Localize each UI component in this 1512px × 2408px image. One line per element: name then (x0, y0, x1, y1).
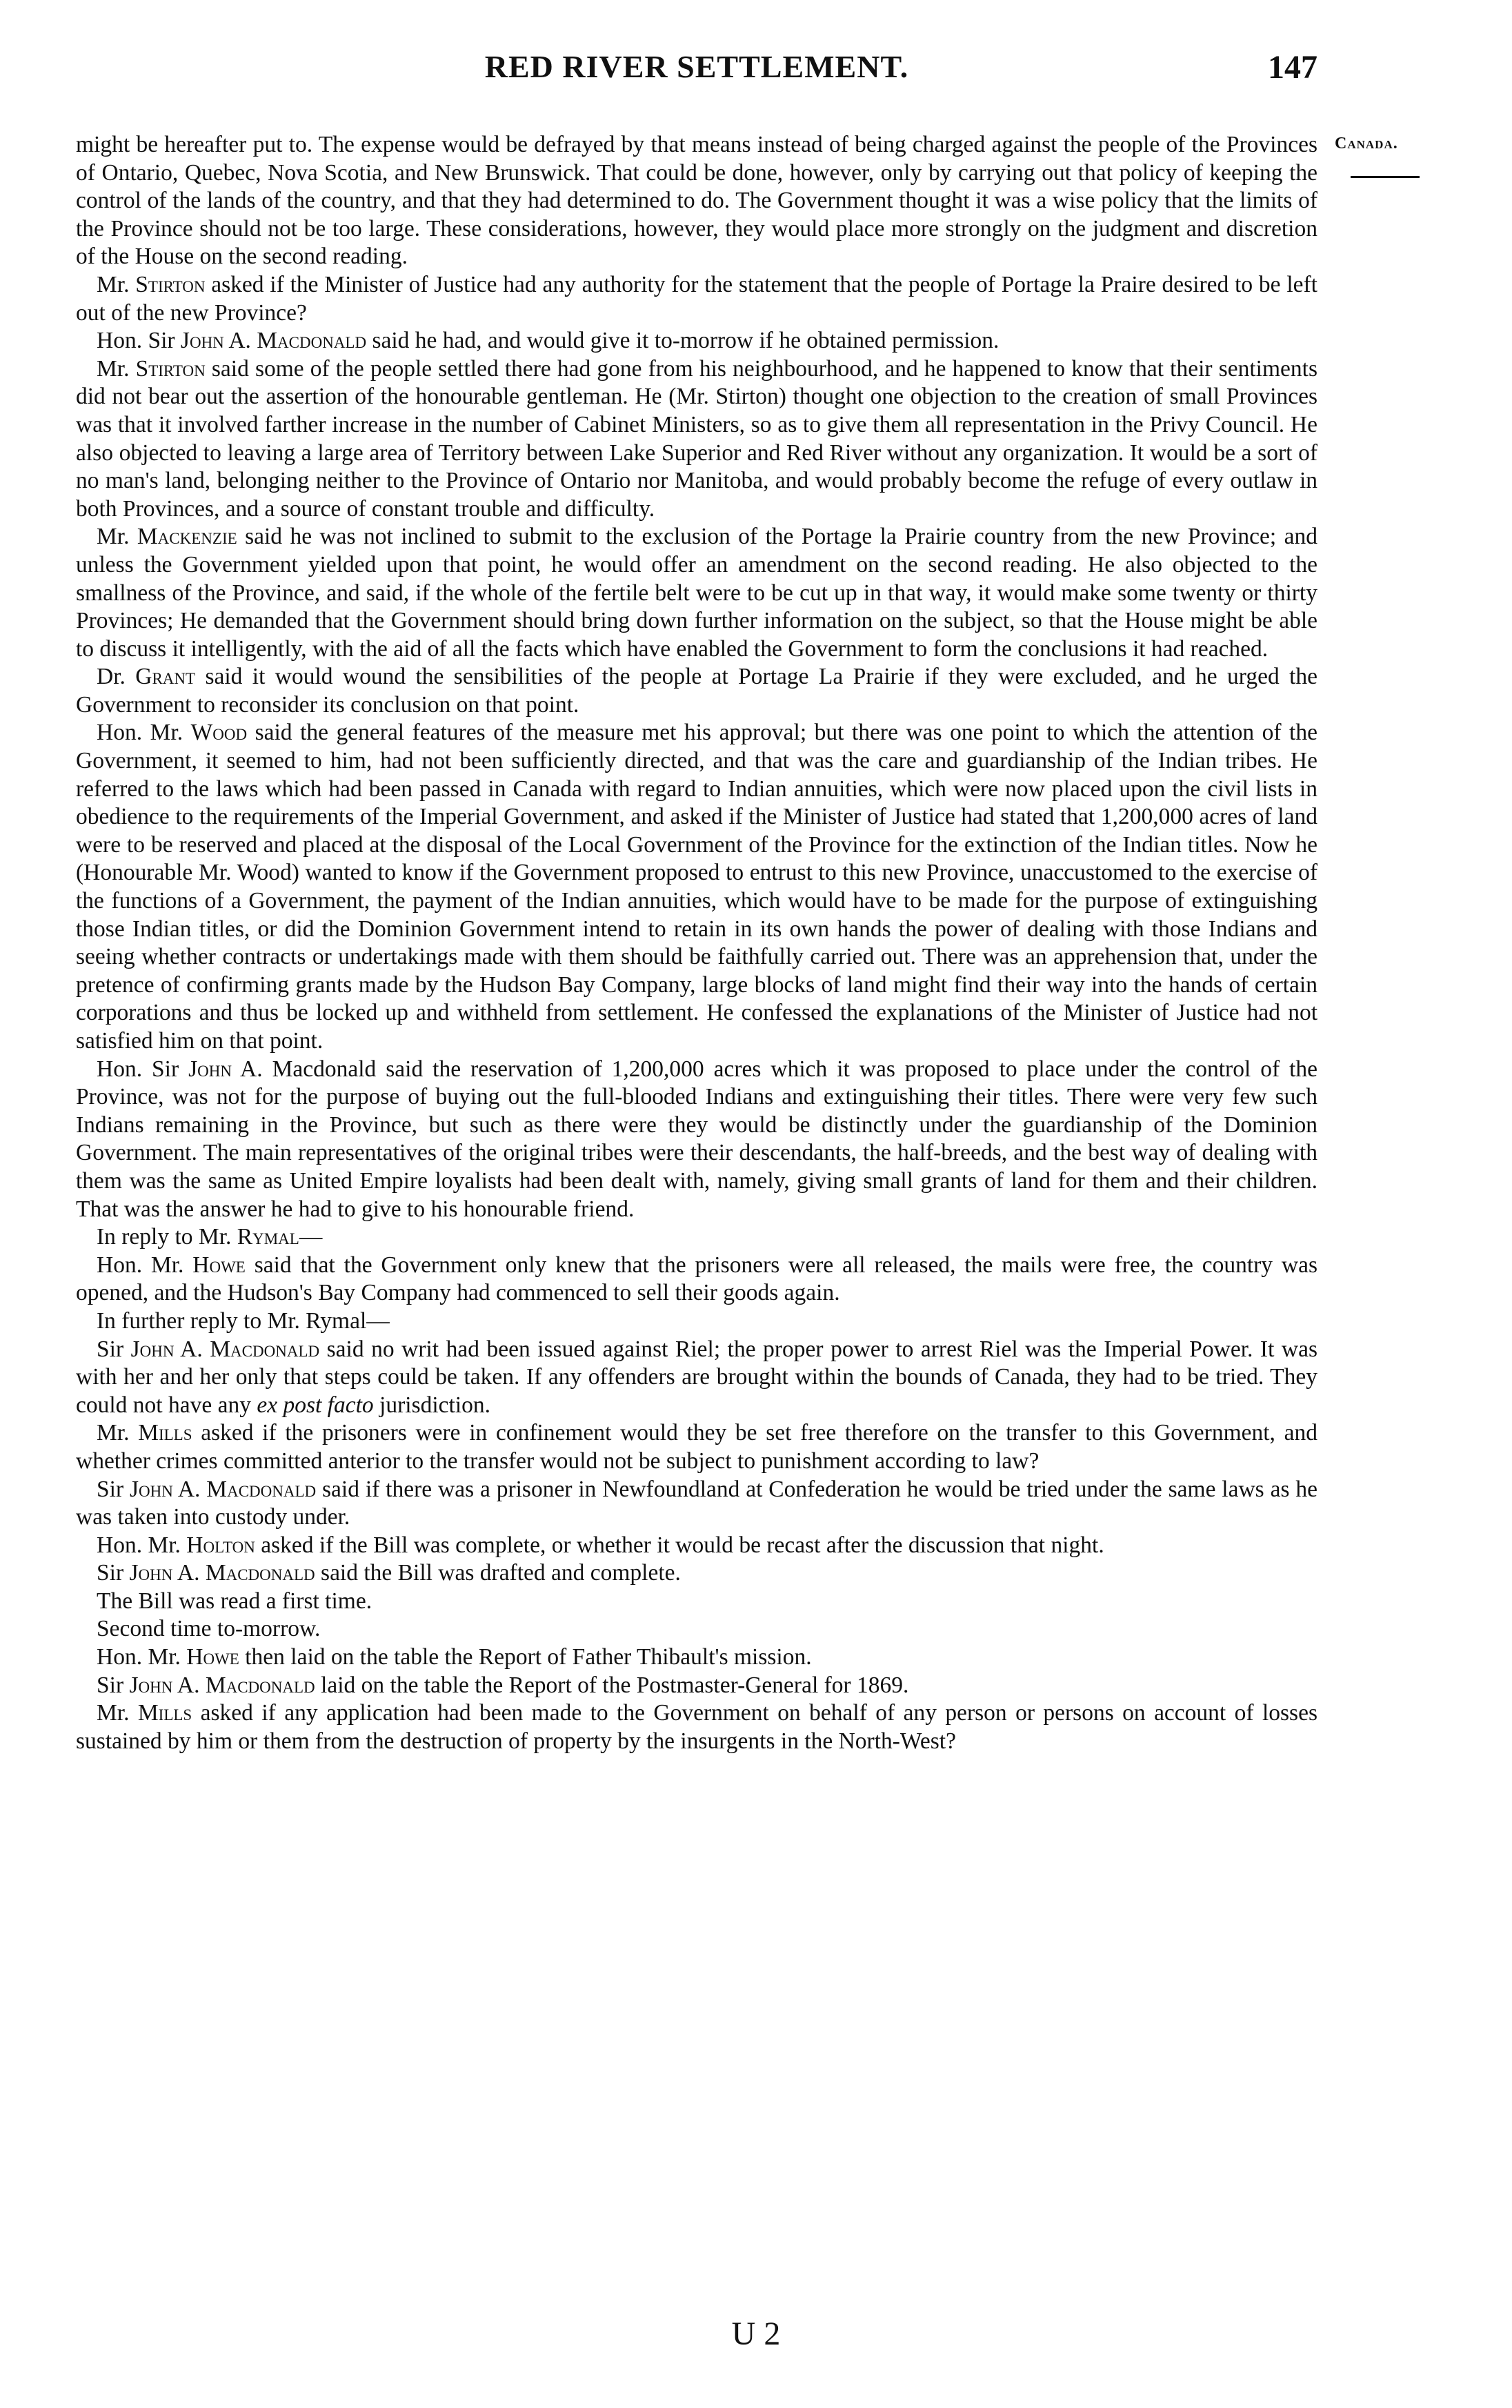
paragraph (76, 355, 1317, 524)
paragraph (76, 1419, 1317, 1475)
margin-rule (1351, 176, 1420, 178)
text-run: said he had, and would give it to-morrow if he obtained permission. (366, 328, 999, 354)
text-run: jurisdiction. (373, 1392, 491, 1418)
text-run: In reply to Mr. (97, 1224, 237, 1250)
speaker-name: Mills (137, 1700, 192, 1726)
text-run: Sir (97, 1476, 130, 1502)
paragraph (76, 663, 1317, 719)
text-run: Mr. (97, 355, 136, 382)
text-run: Sir (97, 1336, 131, 1362)
body-text (76, 131, 1317, 1755)
text-run: Hon. Mr. (97, 1532, 187, 1558)
text-run: said the general features of the measure met his approval; but there was one point to which the attention of the Government, it seemed to him, had not been sufficiently directed, and that was the care and guardianship of the Indian tribes. He referred to the laws which had been passed in Canada with regard to Indian annuities, which were now placed upon the civil lists in obedience to the requirements of the Imperial Government, and asked if the Minister of Justice had stated that 1,200,000 acres of land were to be reserved and placed at the disposal of the Local Government of the Province for the extinction of the Indian titles. Now he (Honourable Mr. Wood) wanted to know if the Government proposed to entrust to this new Province, unaccustomed to the exercise of the functions of a Government, the payment of the Indian annuities, which would have to be made for the purpose of extinguishing those Indian titles, or did the Dominion Government intend to retain in its own hands the power of dealing with those Indians and seeing whether contracts or undertakings made with them should be faithfully carried out. There was an apprehension that, under the pretence of confirming grants made by the Hudson Bay Company, large blocks of land might find their way into the hands of certain corporations and thus be locked up and withheld from settlement. He confessed the explanations of the Minister of Justice had not satisfied him on that point. (76, 720, 1317, 1054)
speaker-name: Mills (138, 1420, 192, 1446)
speaker-name: Wood (190, 720, 248, 746)
paragraph (76, 1615, 1317, 1644)
text-run: A. Macdonald said the reservation of 1,200,000 acres which it was proposed to place under the control of the Province, was not for the purpose of buying out the full-blooded Indians and extinguishing their titles. There were very few such Indians remaining in the Province, but such as there were they would be distinctly under the guardianship of the Dominion Government. The main representatives of the original tribes were their descendants, the half-breeds, and the best way of dealing with them was the same as United Empire loyalists had been dealt with, namely, giving small grants of land for them and their children. That was the answer he had to give to his honourable friend. (76, 1056, 1317, 1222)
text-run: — (299, 1224, 323, 1250)
text-run: Sir (97, 1560, 130, 1586)
text-run: Mr. (97, 1420, 139, 1446)
speaker-name: Howe (192, 1252, 246, 1278)
text-run: said the Bill was drafted and complete. (315, 1560, 681, 1586)
paragraph (76, 1476, 1317, 1532)
paragraph (76, 131, 1317, 271)
speaker-name: John A. Macdonald (129, 1672, 315, 1698)
paragraph (76, 1588, 1317, 1616)
paragraph (76, 719, 1317, 1055)
paragraph (76, 271, 1317, 327)
text-run: asked if any application had been made to the Government on behalf of any person or persons on account of losses sustained by him or them from the destruction of property by the insurgents in the North-West? (76, 1700, 1317, 1754)
speaker-name: Rymal (237, 1224, 299, 1250)
paragraph (76, 1336, 1317, 1420)
text-run: Second time to-morrow. (97, 1616, 321, 1642)
text-run: Dr. (97, 664, 136, 690)
text-run: Sir (97, 1672, 130, 1698)
text-run: then laid on the table the Report of Father Thibault's mission. (239, 1644, 812, 1670)
text-run: The Bill was read a first time. (97, 1588, 372, 1614)
text-run: said he was not inclined to submit to the exclusion of the Portage la Prairie country from the new Province; and unless the Government yielded upon that point, he would offer an amendment on the second reading. He also objected to the smallness of the Province, and said, if the whole of the fertile belt were to be cut up in that way, it would make some twenty or thirty Provinces; He demanded that the Government should bring down further information on the subject, so that the House might be able to discuss it intelligently, with the aid of all the facts which have enabled the Government to form the conclusions it had reached. (76, 524, 1317, 662)
text-run: Mr. (97, 271, 136, 297)
text-run: In further reply to Mr. Rymal— (97, 1307, 390, 1334)
text-run: said it would wound the sensibilities of the people at Portage La Prairie if they were excluded, and he urged the Government to reconsider its conclusion on that point. (76, 664, 1317, 718)
speaker-name: John A. Macdonald (130, 1336, 320, 1362)
paragraph (76, 1699, 1317, 1755)
speaker-name: John (188, 1056, 232, 1082)
speaker-name: Howe (186, 1644, 239, 1670)
text-run: laid on the table the Report of the Postmaster-General for 1869. (315, 1672, 909, 1698)
paragraph (76, 1672, 1317, 1700)
text-run: Hon. Sir (97, 1056, 189, 1082)
speaker-name: John A. Macdonald (129, 1560, 315, 1586)
text-run: said some of the people settled there had gone from his neighbourhood, and he happened to know that their sentiments did not bear out the assertion of the honourable gentleman. He (Mr. Stirton) thought one objection to the creation of small Provinces was that it involved farther increase in the number of Cabinet Ministers, so as to give them all representation in the Privy Council. He also objected to leaving a large area of Territory between Lake Superior and Red River without any organization. It would be a sort of no man's land, belonging neither to the Province of Ontario nor Manitoba, and would probably become the refuge of every outlaw in both Provinces, and a source of constant trouble and difficulty. (76, 355, 1317, 522)
italic-text: ex post facto (257, 1392, 374, 1418)
signature-mark: U 2 (731, 2316, 781, 2352)
paragraph (76, 1252, 1317, 1307)
speaker-name: John A. Macdonald (180, 328, 367, 354)
speaker-name: John A. Macdonald (129, 1476, 317, 1502)
paragraph (76, 1559, 1317, 1588)
paragraph (76, 1532, 1317, 1560)
text-run: might be hereafter put to. The expense would be defrayed by that means instead of being charged against the people of the Provinces of Ontario, Quebec, Nova Scotia, and New Brunswick. That could be done, however, only by carrying out that policy of keeping the control of the lands of the country, and that they had determined to do. The Government thought it was a wise policy that the limits of the Province should not be too large. These considerations, however, they would place more strongly on the judgment and discretion of the House on the second reading. (76, 132, 1317, 270)
page-number: 147 (1268, 49, 1317, 86)
paragraph (76, 523, 1317, 663)
text-run: Mr. (97, 524, 137, 550)
text-run: said if there was a prisoner in Newfoundland at Confederation he would be tried under the same laws as he was taken into custody under. (76, 1476, 1317, 1530)
paragraph (76, 1223, 1317, 1252)
speaker-name: Stirton (135, 271, 206, 297)
running-title: RED RIVER SETTLEMENT. (484, 49, 909, 84)
speaker-name: Grant (135, 664, 196, 690)
text-run: asked if the Bill was complete, or whether it would be recast after the discussion that night. (255, 1532, 1104, 1558)
text-run: said no writ had been issued against Riel; the proper power to arrest Riel was the Imperial Power. It was with her and her only that steps could be taken. If any offenders are brought within the bounds of Canada, they had to be tried. They could not have any (76, 1336, 1317, 1418)
margin-note: Canada. (1335, 135, 1398, 152)
paragraph (76, 1056, 1317, 1224)
paragraph (76, 327, 1317, 355)
text-run: Hon. Mr. (97, 720, 191, 746)
paragraph (76, 1644, 1317, 1672)
text-run: Hon. Sir (97, 328, 181, 354)
speaker-name: Holton (186, 1532, 255, 1558)
text-run: asked if the Minister of Justice had any authority for the statement that the people of Portage la Praire desired to be left out of the new Province? (76, 271, 1317, 326)
page-header (76, 48, 1317, 103)
text-run: asked if the prisoners were in confinement would they be set free therefore on the transfer to this Government, and whether crimes committed anterior to the transfer would not be subject to punishment according to law? (76, 1420, 1317, 1474)
text-run: Mr. (97, 1700, 138, 1726)
text-run: Hon. Mr. (97, 1644, 187, 1670)
text-run: said that the Government only knew that the prisoners were all released, the mails were free, the country was opened, and the Hudson's Bay Company had commenced to sell their goods again. (76, 1252, 1317, 1306)
speaker-name: Stirton (135, 355, 206, 382)
paragraph (76, 1307, 1317, 1336)
text-run: Hon. Mr. (97, 1252, 193, 1278)
speaker-name: Mackenzie (137, 524, 237, 550)
